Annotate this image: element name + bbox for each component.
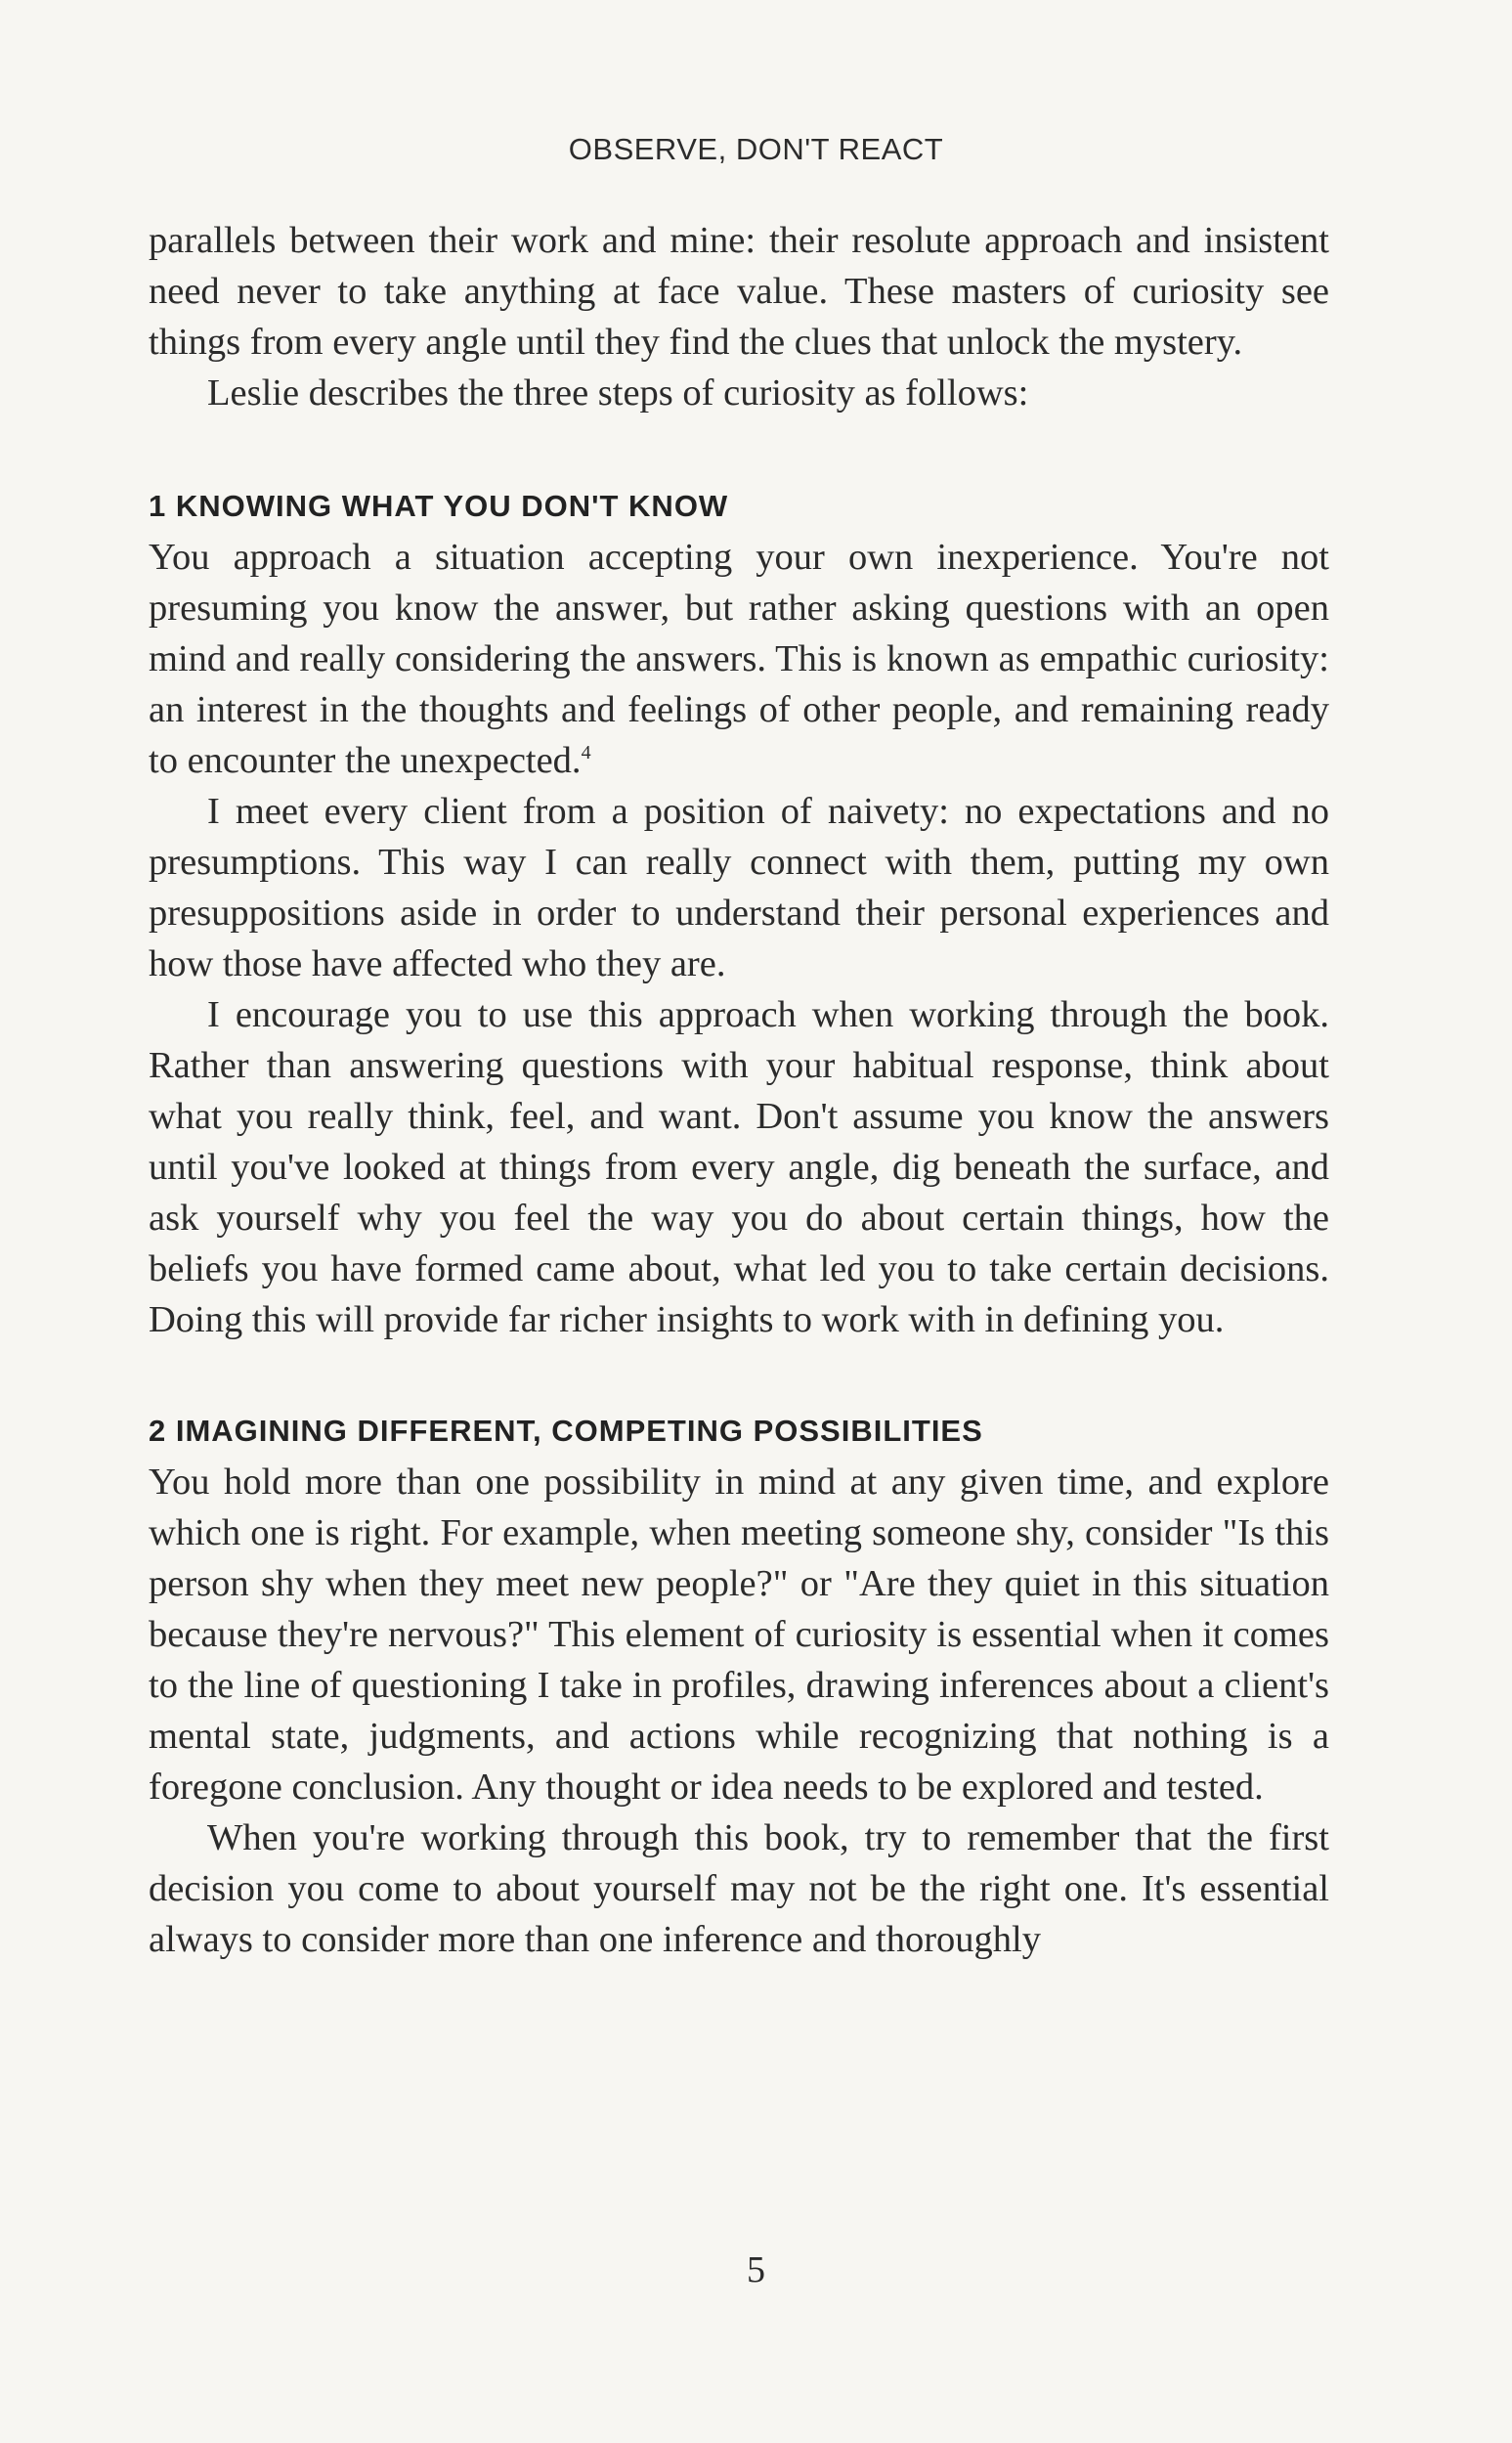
section-heading-1: 1 KNOWING WHAT YOU DON'T KNOW xyxy=(149,489,729,523)
section-spacer xyxy=(149,1345,1329,1406)
section2-paragraph-2: When you're working through this book, try to remember that the first decision you come to about yourself may not be the right one. It's essential always to consider more than one inference and thoroughly xyxy=(149,1817,1329,1960)
running-head: OBSERVE, DON'T REACT xyxy=(568,132,944,166)
page-number: 5 xyxy=(747,2249,765,2290)
footnote-ref: 4 xyxy=(581,742,591,764)
section1-paragraph-1 xyxy=(149,532,1329,786)
page-body xyxy=(149,215,1329,1965)
section-heading-2: 2 IMAGINING DIFFERENT, COMPETING POSSIBILITIES xyxy=(149,1414,983,1448)
paragraph-continued: parallels between their work and mine: their resolute approach and insistent need never to take anything at face value. These masters of curiosity see things from every angle until they find the clues that unlock the mystery. xyxy=(149,220,1329,363)
section1-paragraph-1-text: You approach a situation accepting your own inexperience. You're not presuming you know the answer, but rather asking questions with an open mind and really considering the answers. This is known as empathic curiosity: an interest in the thoughts and feelings of other people, and remaining ready to encounter the unexpected. xyxy=(149,537,1329,781)
section2-paragraph-1: You hold more than one possibility in mind at any given time, and explore which one is right. For example, when meeting someone shy, consider "Is this person shy when they meet new people?" or "Are they quiet in this situation because they're nervous?" This element of curiosity is essential when it comes to the line of questioning I take in profiles, drawing inferences about a client's mental state, judgments, and actions while recognizing that nothing is a foregone conclusion. Any thought or idea needs to be explored and tested. xyxy=(149,1461,1329,1808)
section-spacer xyxy=(149,418,1329,481)
section1-paragraph-2: I meet every client from a position of naivety: no expectations and no presumptions. This way I can really connect with them, putting my own presuppositions aside in order to understand their personal experiences and how those have affected who they are. xyxy=(149,791,1329,984)
paragraph-intro: Leslie describes the three steps of curiosity as follows: xyxy=(207,372,1029,414)
section1-paragraph-3: I encourage you to use this approach when working through the book. Rather than answering questions with your habitual response, think about what you really think, feel, and want. Don't assume you know the answers until you've looked at things from every angle, dig beneath the surface, and ask yourself why you feel the way you do about certain things, how the beliefs you have formed came about, what led you to take certain decisions. Doing this will provide far richer insights to work with in defining you. xyxy=(149,994,1329,1340)
